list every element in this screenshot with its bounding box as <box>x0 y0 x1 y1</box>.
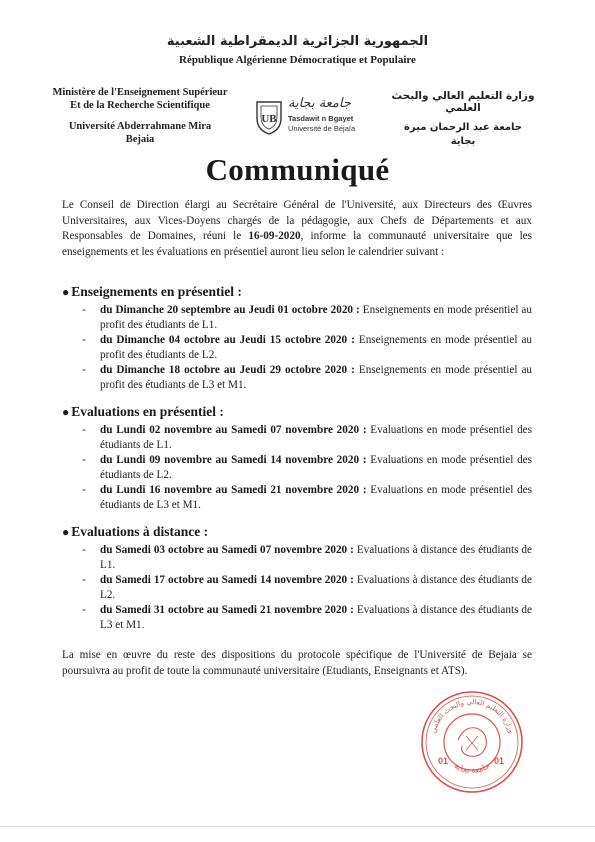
item-description: Evaluations à distance des étudiants de L2. <box>100 574 532 601</box>
section-heading: Enseignements en présentiel : <box>71 284 242 299</box>
item-period: du Samedi 31 octobre au Samedi 21 novembre 2020 : <box>100 604 354 616</box>
stamp-number-right: 01 <box>494 756 505 766</box>
section-evaluations-presentiel <box>62 404 532 513</box>
list-item <box>62 363 532 393</box>
item-period: du Dimanche 18 octobre au Jeudi 29 octobre 2020 : <box>100 364 355 376</box>
university-name-french <box>40 120 240 146</box>
list-item <box>62 573 532 603</box>
item-description: Evaluations en mode présentiel des étudiants de L1. <box>100 424 532 451</box>
item-description: Enseignements en mode présentiel au profit des étudiants de L3 et M1. <box>100 364 533 391</box>
item-period: du Dimanche 20 septembre au Jeudi 01 octobre 2020 : <box>100 304 360 316</box>
list-item <box>62 453 532 483</box>
logo-name-arabic: جامعة بجاية <box>288 96 351 111</box>
dash-icon: - <box>82 364 86 376</box>
item-period: du Lundi 09 novembre au Samedi 14 novembre 2020 : <box>100 454 367 466</box>
logo-monogram: UB <box>261 113 277 125</box>
item-description: Evaluations en mode présentiel des étudiants de L3 et M1. <box>100 484 532 511</box>
dash-icon: - <box>82 304 86 316</box>
section-enseignements-presentiel <box>62 284 532 393</box>
dash-icon: - <box>82 574 86 586</box>
republic-name-french: République Algérienne Démocratique et Populaire <box>179 54 416 66</box>
dash-icon: - <box>82 334 86 346</box>
section-evaluations-distance <box>62 524 532 633</box>
dash-icon: - <box>82 424 86 436</box>
closing-paragraph: La mise en œuvre du reste des dispositions du protocole spécifique de l'Université de Bejaia se poursuivra au profit de toute la communauté universitaire (Etudiants, Enseignants et ATS). <box>62 649 532 677</box>
item-description: Enseignements en mode présentiel au profit des étudiants de L2. <box>100 334 533 361</box>
university-name-arabic <box>373 121 553 149</box>
section-heading: Evaluations à distance : <box>71 524 209 539</box>
list-item <box>62 543 532 573</box>
item-description: Enseignements en mode présentiel au profit des étudiants de L1. <box>100 304 532 331</box>
item-description: Evaluations à distance des étudiants de L1. <box>100 544 532 571</box>
list-item <box>62 303 532 333</box>
stamp-number-left: 01 <box>438 756 449 766</box>
stamp-text-bottom: جامعة بجاية <box>452 761 492 775</box>
section-heading: Evaluations en présentiel : <box>71 404 224 419</box>
item-period: du Samedi 17 octobre au Samedi 14 novembre 2020 : <box>100 574 354 586</box>
logo-name-french: Université de Béjaïa <box>288 124 356 133</box>
item-period: du Lundi 16 novembre au Samedi 21 novembre 2020 : <box>100 484 367 496</box>
page-title: Communiqué <box>205 152 390 187</box>
university-ar-line-1: جامعة عبد الرحمان ميرة <box>404 122 522 133</box>
university-line-1: Université Abderrahmane Mira <box>68 121 212 132</box>
dash-icon: - <box>82 604 86 616</box>
ministry-line-1: Ministère de l'Enseignement Supérieur <box>52 87 228 98</box>
university-logo <box>254 96 364 138</box>
bullet-icon: ● <box>62 285 70 299</box>
dash-icon: - <box>82 484 86 496</box>
list-item <box>62 483 532 513</box>
dash-icon: - <box>82 454 86 466</box>
republic-name-arabic: الجمهورية الجزائرية الديمقراطية الشعبية <box>166 34 429 49</box>
item-description: Evaluations en mode présentiel des étudiants de L2. <box>100 454 532 481</box>
official-stamp-icon <box>418 688 526 796</box>
bullet-icon: ● <box>62 525 70 539</box>
list-item <box>62 603 532 633</box>
meeting-date: 16-09-2020 <box>248 230 301 243</box>
ministry-name-french <box>40 86 240 112</box>
intro-text-before: Le Conseil de Direction élargi au Secrétaire Général de l'Université, aux Directeurs des Œuvres Universitaires, aux Vices-Doyens chargés de la pédagogie, aux Chefs de Départements et aux Responsables de Domaines, réuni le <box>62 199 532 243</box>
list-item <box>62 423 532 453</box>
bullet-icon: ● <box>62 405 70 419</box>
item-period: du Lundi 02 novembre au Samedi 07 novembre 2020 : <box>100 424 367 436</box>
ministry-name-arabic: وزارة التعليم العالي والبحث العلمي <box>391 90 535 114</box>
item-description: Evaluations à distance des étudiants de L3 et M1. <box>100 604 532 631</box>
intro-paragraph <box>62 198 532 260</box>
item-period: du Dimanche 04 octobre au Jeudi 15 octobre 2020 : <box>100 334 355 346</box>
university-line-2: Bejaia <box>125 134 155 145</box>
logo-name-kabyle: Tasdawit n Bgayet <box>288 114 354 123</box>
ministry-line-2: Et de la Recherche Scientifique <box>70 100 210 111</box>
intro-text-after: , informe la communauté universitaire que les enseignements et les évaluations en présentiel auront lieu selon le calendrier suivant : <box>62 230 532 258</box>
stamp-text-top: وزارة التعليم العالي والبحث العلمي <box>429 697 515 734</box>
university-ar-line-2: بجاية <box>450 136 476 147</box>
university-crest-icon <box>254 98 284 136</box>
item-period: du Samedi 03 octobre au Samedi 07 novembre 2020 : <box>100 544 354 556</box>
list-item <box>62 333 532 363</box>
bottom-divider <box>0 826 595 827</box>
dash-icon: - <box>82 544 86 556</box>
